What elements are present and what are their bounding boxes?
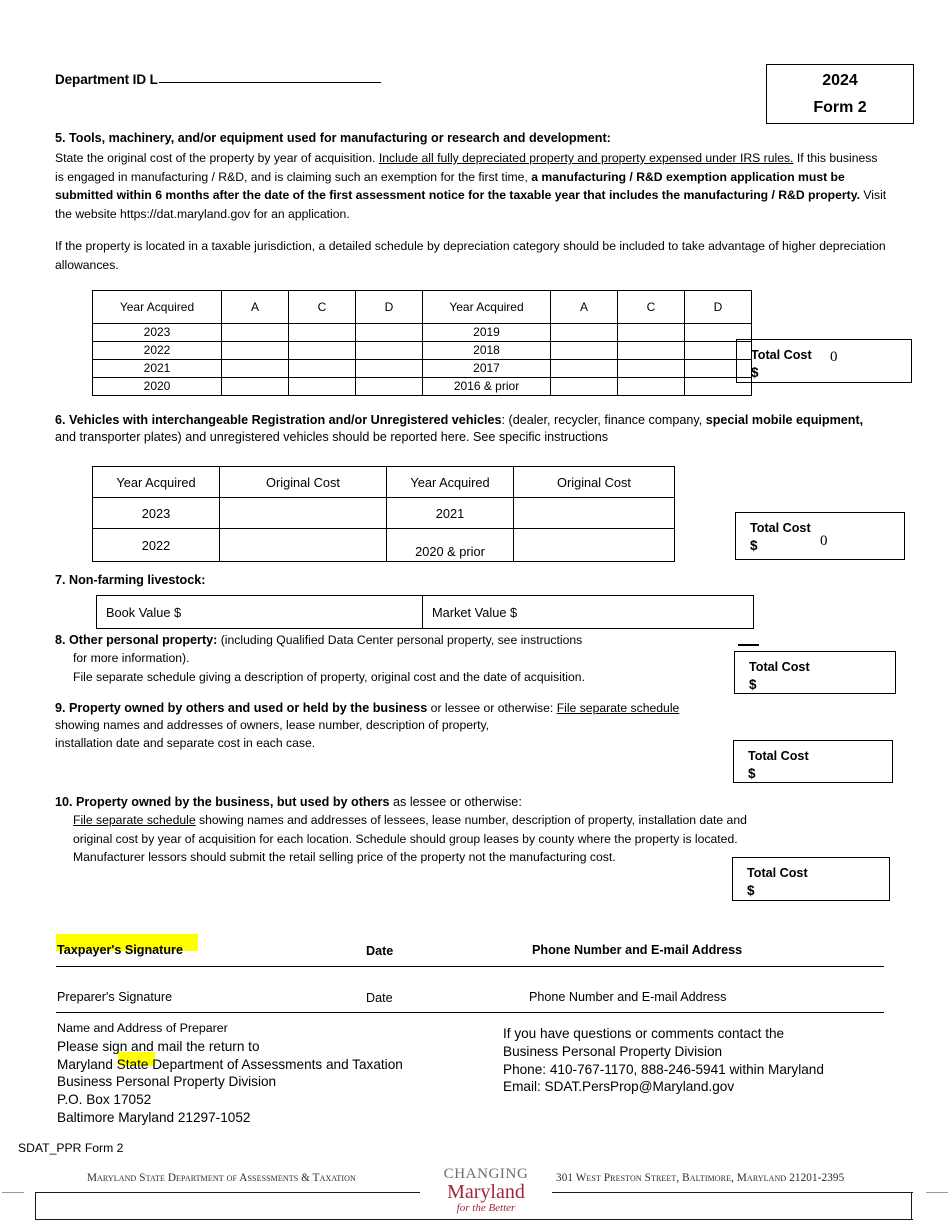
- s10-head-rest: as lessee or otherwise:: [389, 795, 522, 809]
- th-a-right: A: [551, 291, 618, 324]
- cell6-year-right: 2021: [387, 498, 514, 529]
- total-cost-label: Total Cost: [751, 348, 812, 362]
- s5-intro-underlined: Include all fully depreciated property and property expensed under IRS rules.: [378, 151, 794, 165]
- po-box: P.O. Box 17052: [57, 1092, 152, 1108]
- form-number: Form 2: [813, 99, 867, 116]
- preparer-phone-email-label: Phone Number and E-mail Address: [529, 990, 727, 1004]
- footer-vline-left: [35, 1192, 36, 1220]
- taxpayer-signature-row: [57, 943, 887, 963]
- th-year-acquired-right: Year Acquired: [423, 291, 551, 324]
- section-9-heading: [55, 700, 705, 734]
- table-row: [93, 529, 675, 562]
- s9-head-bold: 9. Property owned by others and used or held by the business: [55, 701, 428, 715]
- scan-artifact-tick: [738, 644, 759, 646]
- cell-year-right: 2019: [423, 324, 551, 342]
- cell-a-right[interactable]: [551, 378, 618, 396]
- s9-rest-a: showing names and addresses of owners, lease number, description of property,: [55, 718, 490, 732]
- section-9: [55, 700, 705, 753]
- s5-intro-a: State the original cost of the property by year of acquisition.: [55, 151, 379, 165]
- footer-edge-right: [926, 1192, 948, 1193]
- section-10: [55, 794, 885, 867]
- contact-division: Business Personal Property Division: [503, 1043, 723, 1059]
- cell-d-left[interactable]: [356, 324, 423, 342]
- section-10-total-cost-box[interactable]: [732, 857, 890, 901]
- taxpayer-phone-email-label: Phone Number and E-mail Address: [532, 943, 743, 957]
- section-5-table: [92, 290, 752, 396]
- preparer-signature-rule[interactable]: [56, 1012, 884, 1013]
- changing-maryland-logo: [420, 1166, 552, 1214]
- contact-email: Email: SDAT.PersProp@Maryland.gov: [503, 1079, 735, 1095]
- cell-c-right[interactable]: [618, 378, 685, 396]
- logo-line-maryland: Maryland: [447, 1181, 525, 1203]
- cell-a-right[interactable]: [551, 360, 618, 378]
- currency-symbol: $: [749, 677, 757, 692]
- cell-a-left[interactable]: [222, 360, 289, 378]
- section-5-paragraph-2: If the property is located in a taxable jurisdiction, a detailed schedule by depreciation category should be included to take advantage of higher depreciation allowances.: [55, 239, 886, 272]
- s10-head-bold: 10. Property owned by the business, but used by others: [55, 795, 390, 809]
- total-cost-label: Total Cost: [750, 521, 811, 535]
- logo-line-changing: CHANGING: [443, 1166, 529, 1182]
- cell-year-right: 2018: [423, 342, 551, 360]
- section-8-heading: [55, 632, 715, 649]
- taxpayer-signature-rule[interactable]: [56, 966, 884, 967]
- th-c-left: C: [289, 291, 356, 324]
- department-id-label: Department ID L: [55, 72, 158, 87]
- table-row: [93, 360, 752, 378]
- currency-symbol: $: [747, 883, 755, 898]
- page-footer: [0, 1168, 950, 1230]
- cell-c-left[interactable]: [289, 342, 356, 360]
- total-cost-label: Total Cost: [747, 866, 808, 880]
- th6-original-cost-left: Original Cost: [220, 467, 387, 498]
- form-code-label: SDAT_PPR Form 2: [18, 1141, 124, 1155]
- s5-intro-b: If this business is engaged in manufacturing / R&D, and is claiming such an exemption for the first time,: [55, 151, 878, 184]
- form-year: 2024: [822, 72, 858, 89]
- s9-head-rest: or lessee or otherwise:: [427, 701, 557, 715]
- section-7: [55, 572, 555, 589]
- s10-line1-rest: showing names and addresses of lessees, lease number, description of property, installation date and: [195, 813, 747, 827]
- th6-year-acquired-left: Year Acquired: [93, 467, 220, 498]
- division-name: Business Personal Property Division: [57, 1074, 277, 1090]
- city-state-zip: Baltimore Maryland 21297-1052: [57, 1109, 251, 1125]
- section-8: [55, 632, 715, 686]
- section-5-heading: 5. Tools, machinery, and/or equipment used for manufacturing or research and development:: [55, 131, 611, 145]
- table-row: [93, 378, 752, 396]
- section-6-total-cost-box[interactable]: [735, 512, 905, 560]
- cell-d-left[interactable]: [356, 360, 423, 378]
- th6-original-cost-right: Original Cost: [514, 467, 675, 498]
- footer-agency-text: Maryland State Department of Assessments & Taxation: [87, 1172, 356, 1184]
- logo-line-for-the-better: for the Better: [456, 1202, 516, 1214]
- preparer-signature-row: [57, 990, 887, 1010]
- table-row: [93, 498, 675, 529]
- cell-d-left[interactable]: [356, 378, 423, 396]
- s6-head-rest-2: and transporter plates) and unregistered vehicles should be reported here. See specific instructions: [55, 430, 609, 444]
- book-value-field[interactable]: Book Value $: [97, 596, 423, 629]
- section-10-line-2: original cost by year of acquisition for each location. Schedule should group leases by county where the property is located.: [73, 831, 738, 846]
- currency-symbol: $: [751, 365, 759, 380]
- cell-c-left[interactable]: [289, 360, 356, 378]
- section-10-line-3: Manufacturer lessors should submit the retail selling price of the property not the manufacturing cost.: [73, 850, 616, 864]
- s6-head-bold-1: 6. Vehicles with interchangeable Registration and/or Unregistered vehicles: [55, 413, 502, 427]
- contact-info-block: [503, 1025, 903, 1096]
- cell-year-right: 2016 & prior: [423, 378, 551, 396]
- s6-head-rest-1: : (dealer, recycler, finance company,: [501, 413, 706, 427]
- preparer-signature-label: Preparer's Signature: [57, 990, 173, 1004]
- section-6-table: [92, 466, 675, 562]
- cell-year-left: 2020: [93, 378, 222, 396]
- form-year-box: [766, 64, 914, 124]
- cell-year-left: 2021: [93, 360, 222, 378]
- total-cost-label: Total Cost: [749, 660, 810, 674]
- contact-phone: Phone: 410-767-1170, 888-246-5941 within Maryland: [503, 1061, 824, 1077]
- total-cost-value[interactable]: 0: [820, 533, 828, 549]
- cell-c-right[interactable]: [618, 360, 685, 378]
- s9-link[interactable]: File separate schedule: [556, 701, 680, 715]
- currency-symbol: $: [750, 538, 758, 553]
- taxpayer-signature-label: Taxpayer's Signature: [57, 943, 183, 957]
- department-id-input-line[interactable]: [159, 82, 381, 83]
- cell-a-right[interactable]: [551, 342, 618, 360]
- section-5-intro: [55, 149, 887, 223]
- s5-intro-c: Visit the website https://dat.maryland.gov for an application.: [55, 188, 887, 221]
- cell-year-right: 2017: [423, 360, 551, 378]
- currency-symbol: $: [748, 766, 756, 781]
- s5-intro-bold: a manufacturing / R&D exemption application must be submitted within 6 months after the date of the first assessment notice for the taxable year that includes the manufacturing / R&D property.: [55, 169, 860, 202]
- cell6-cost-left[interactable]: [220, 498, 387, 529]
- table-row: [93, 324, 752, 342]
- section-8-line-2: for more information).: [73, 651, 190, 665]
- table-row: [93, 342, 752, 360]
- table-header-row: [93, 291, 752, 324]
- th-c-right: C: [618, 291, 685, 324]
- s6-head-bold-2: special mobile equipment,: [705, 413, 864, 427]
- s10-link[interactable]: File separate schedule: [73, 813, 196, 827]
- footer-vline-right: [911, 1192, 912, 1220]
- cell-c-right[interactable]: [618, 342, 685, 360]
- mail-instruction: Please sign and mail the return to: [57, 1038, 260, 1054]
- cell6-year-right: 2020 & prior: [387, 529, 514, 562]
- section-8-total-cost-box[interactable]: [734, 651, 896, 694]
- total-cost-label: Total Cost: [748, 749, 809, 763]
- cell-a-left[interactable]: [222, 324, 289, 342]
- cell-c-left[interactable]: [289, 378, 356, 396]
- cell6-cost-right[interactable]: [514, 498, 675, 529]
- section-7-table: [96, 595, 754, 629]
- s8-head-bold: 8. Other personal property:: [55, 633, 218, 647]
- total-cost-value[interactable]: 0: [830, 349, 838, 365]
- market-value-field[interactable]: Market Value $: [423, 596, 754, 629]
- table-header-row: [93, 467, 675, 498]
- cell6-year-left: 2023: [93, 498, 220, 529]
- th-d-left: D: [356, 291, 423, 324]
- agency-name: Maryland State Department of Assessments and Taxation: [57, 1056, 403, 1072]
- section-6: [55, 412, 887, 446]
- cell-c-right[interactable]: [618, 324, 685, 342]
- cell-a-left[interactable]: [222, 342, 289, 360]
- cell6-cost-right[interactable]: [514, 529, 675, 562]
- section-5: [55, 130, 887, 274]
- cell-year-left: 2023: [93, 324, 222, 342]
- section-6-heading: [55, 412, 887, 446]
- th-a-left: A: [222, 291, 289, 324]
- cell-a-left[interactable]: [222, 378, 289, 396]
- section-7-heading: 7. Non-farming livestock:: [55, 573, 206, 587]
- preparer-date-label: Date: [366, 991, 393, 1005]
- footer-edge-left: [2, 1192, 24, 1193]
- section-9-total-cost-box[interactable]: [733, 740, 893, 783]
- section-8-line-3: File separate schedule giving a description of property, original cost and the date of acquisition.: [73, 669, 585, 684]
- section-10-heading: [55, 794, 885, 811]
- cell-d-left[interactable]: [356, 342, 423, 360]
- cell-a-right[interactable]: [551, 324, 618, 342]
- cell6-cost-left[interactable]: [220, 529, 387, 562]
- th6-year-acquired-right: Year Acquired: [387, 467, 514, 498]
- s8-head-rest: (including Qualified Data Center personal property, see instructions: [217, 633, 583, 647]
- th-year-acquired-left: Year Acquired: [93, 291, 222, 324]
- department-id-row: [55, 72, 415, 87]
- cell-c-left[interactable]: [289, 324, 356, 342]
- th-d-right: D: [685, 291, 752, 324]
- cell-year-left: 2022: [93, 342, 222, 360]
- preparer-address-block: [57, 1020, 487, 1127]
- footer-rule-bottom: [35, 1219, 913, 1220]
- contact-line-1: If you have questions or comments contact the: [503, 1026, 785, 1041]
- cell6-year-left: 2022: [93, 529, 220, 562]
- preparer-name-label: Name and Address of Preparer: [57, 1021, 228, 1035]
- section-5-total-cost-box[interactable]: [736, 339, 912, 383]
- section-10-line-1: [55, 811, 885, 830]
- taxpayer-date-label: Date: [366, 944, 394, 958]
- table-row: [97, 596, 754, 629]
- section-9-line-3: installation date and separate cost in each case.: [55, 736, 316, 750]
- footer-address-text: 301 West Preston Street, Baltimore, Maryland 21201-2395: [556, 1172, 845, 1184]
